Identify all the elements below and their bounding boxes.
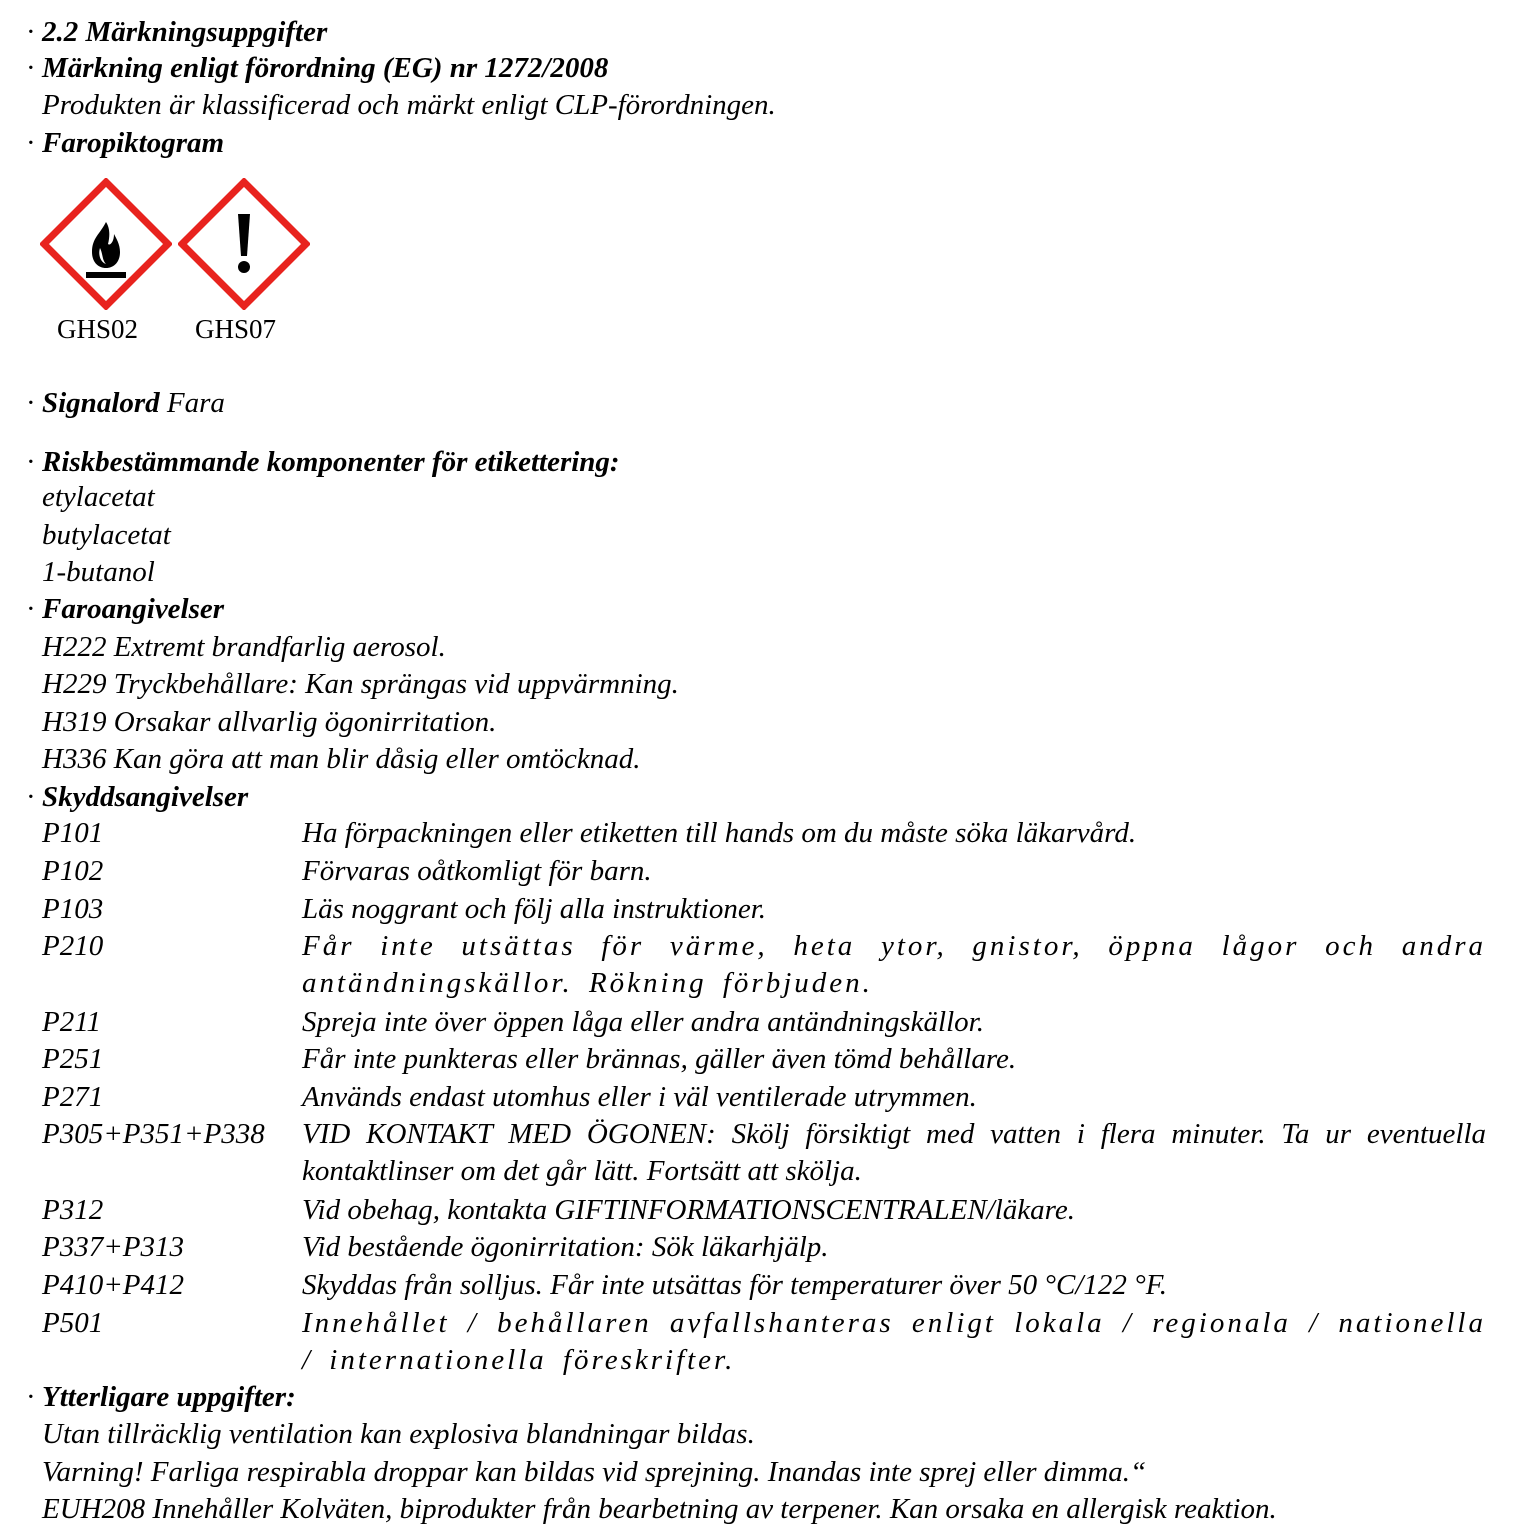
signal-word-value: Fara <box>166 387 225 419</box>
additional-item: Utan tillräcklig ventilation kan explosiva blandningar bildas. <box>42 1418 755 1450</box>
hazards-heading: Faroangivelser <box>42 593 225 625</box>
precaution-text: Vid bestående ögonirritation: Sök läkarhjälp. <box>302 1231 829 1263</box>
precaution-text: Innehållet / behållaren avfallshanteras enligt lokala / regionala / nationella / internationella föreskrifter. <box>302 1307 1486 1376</box>
bullet: · <box>26 52 36 84</box>
precautions-heading: Skyddsangivelser <box>42 781 249 813</box>
section-heading: 2.2 Märkningsuppgifter <box>42 16 328 48</box>
precaution-code: P102 <box>42 855 104 887</box>
component-item: etylacetat <box>42 481 155 513</box>
precaution-code: P501 <box>42 1307 104 1339</box>
precaution-code: P101 <box>42 817 104 849</box>
hazard-item: H229 Tryckbehållare: Kan sprängas vid uppvärmning. <box>42 668 679 700</box>
precaution-text: Förvaras oåtkomligt för barn. <box>302 855 652 887</box>
precaution-code: P103 <box>42 893 104 925</box>
precaution-code: P211 <box>42 1006 102 1038</box>
precaution-text: Skyddas från solljus. Får inte utsättas för temperaturer över 50 °C/122 °F. <box>302 1269 1167 1301</box>
flame-icon <box>40 178 172 310</box>
precaution-text: Vid obehag, kontakta GIFTINFORMATIONSCENTRALEN/läkare. <box>302 1194 1075 1226</box>
component-item: butylacetat <box>42 519 171 551</box>
bullet: · <box>26 593 36 625</box>
ghs02-label: GHS02 <box>57 314 139 344</box>
bullet: · <box>26 387 36 419</box>
precaution-text: Spreja inte över öppen låga eller andra antändningskällor. <box>302 1006 984 1038</box>
precaution-code: P251 <box>42 1043 104 1075</box>
bullet: · <box>26 1381 36 1413</box>
component-item: 1-butanol <box>42 556 155 588</box>
additional-item: Varning! Farliga respirabla droppar kan bildas vid sprejning. Inandas inte sprej eller dimma.“ <box>42 1456 1147 1488</box>
precaution-text: VID KONTAKT MED ÖGONEN: Skölj försiktigt med vatten i flera minuter. Ta ur eventuella kontaktlinser om det går lätt. Fortsätt att skölja. <box>302 1118 1486 1187</box>
precaution-text: Får inte utsättas för värme, heta ytor, gnistor, öppna lågor och andra antändningskällor. Rökning förbjuden. <box>302 930 1486 999</box>
hazard-item: H319 Orsakar allvarlig ögonirritation. <box>42 706 497 738</box>
precaution-code: P305+P351+P338 <box>42 1118 265 1150</box>
hazard-item: H222 Extremt brandfarlig aerosol. <box>42 631 446 663</box>
pictogram-heading: Faropiktogram <box>42 127 225 159</box>
exclamation-icon <box>178 178 310 310</box>
bullet: · <box>26 127 36 159</box>
ghs07-label: GHS07 <box>195 314 277 344</box>
precaution-code: P312 <box>42 1194 104 1226</box>
precaution-code: P210 <box>42 930 104 962</box>
additional-item: EUH208 Innehåller Kolväten, biprodukter från bearbetning av terpener. Kan orsaka en allergisk reaktion. <box>42 1493 1277 1525</box>
additional-heading: Ytterligare uppgifter: <box>42 1381 296 1413</box>
precaution-text: Ha förpackningen eller etiketten till hands om du måste söka läkarvård. <box>302 817 1137 849</box>
bullet: · <box>26 446 36 478</box>
precaution-text: Används endast utomhus eller i väl ventilerade utrymmen. <box>302 1081 977 1113</box>
precaution-code: P337+P313 <box>42 1231 184 1263</box>
precaution-code: P410+P412 <box>42 1269 184 1301</box>
bullet: · <box>26 16 36 48</box>
precaution-text: Får inte punkteras eller brännas, gäller även tömd behållare. <box>302 1043 1017 1075</box>
bullet: · <box>26 781 36 813</box>
signal-word-line <box>42 385 225 422</box>
hazard-item: H336 Kan göra att man blir dåsig eller omtöcknad. <box>42 743 641 775</box>
precaution-code: P271 <box>42 1081 104 1113</box>
signal-word-label: Signalord <box>42 387 160 419</box>
components-heading: Riskbestämmande komponenter för etikettering: <box>42 446 620 478</box>
clp-heading: Märkning enligt förordning (EG) nr 1272/2008 <box>42 52 609 84</box>
clp-statement: Produkten är klassificerad och märkt enligt CLP-förordningen. <box>42 89 776 121</box>
precaution-text: Läs noggrant och följ alla instruktioner. <box>302 893 767 925</box>
